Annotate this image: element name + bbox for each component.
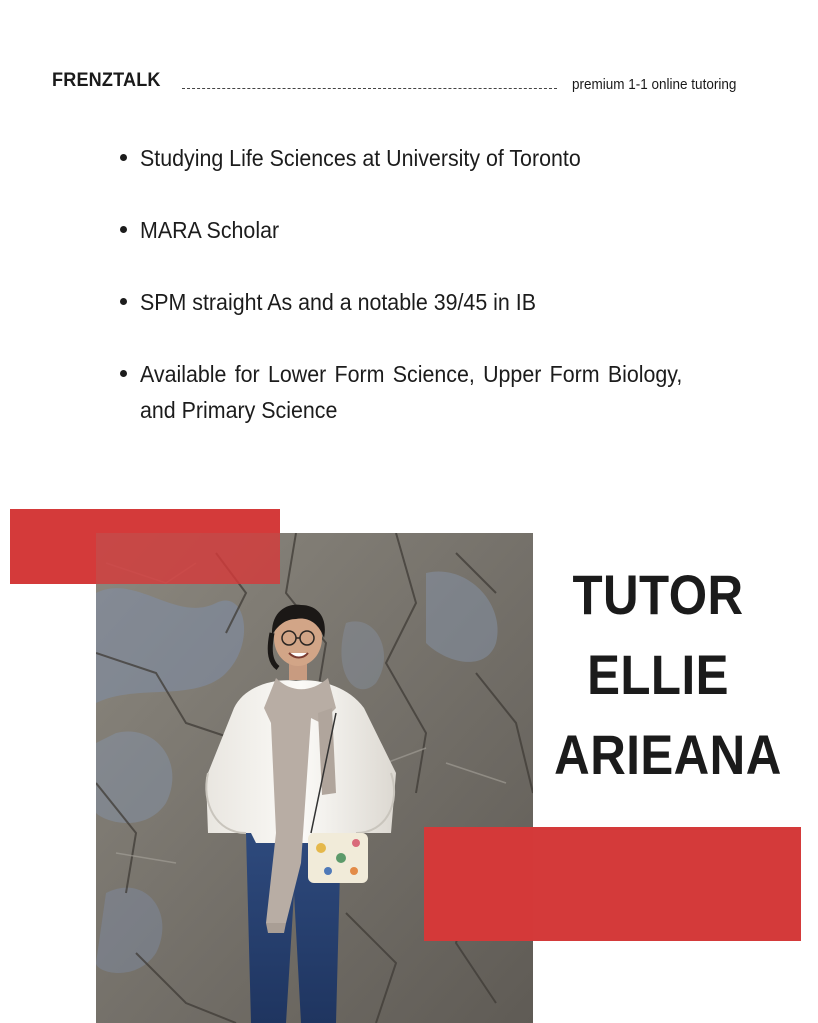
- bullet-dot-icon: [120, 154, 127, 161]
- bullet-dot-icon: [120, 298, 127, 305]
- decorative-red-overlay-bottom: [424, 827, 533, 941]
- tutor-photo: [96, 533, 533, 1023]
- title-line-3: ARIEANA: [554, 723, 782, 786]
- title-line-1: TUTOR: [572, 563, 744, 626]
- list-item: [118, 140, 680, 176]
- list-item: [118, 212, 680, 248]
- list-item-text: Studying Life Sciences at University of Toronto: [140, 145, 581, 171]
- list-item: [118, 284, 680, 320]
- list-item-text: SPM straight As and a notable 39/45 in IB: [140, 289, 536, 315]
- brand-logo-text: FRENZTALK: [52, 70, 161, 91]
- header-divider: [182, 88, 557, 89]
- tagline: premium 1-1 online tutoring: [572, 76, 737, 93]
- bullet-dot-icon: [120, 226, 127, 233]
- bullet-dot-icon: [120, 370, 127, 377]
- list-item-text: Available for Lower Form Science, Upper Form Biology, and Primary Science: [140, 361, 683, 423]
- list-item-text: MARA Scholar: [140, 217, 280, 243]
- title-line-2: ELLIE: [587, 643, 729, 706]
- list-item: [118, 356, 683, 428]
- tutor-name-title: [540, 555, 782, 795]
- decorative-red-overlay-top: [96, 533, 280, 584]
